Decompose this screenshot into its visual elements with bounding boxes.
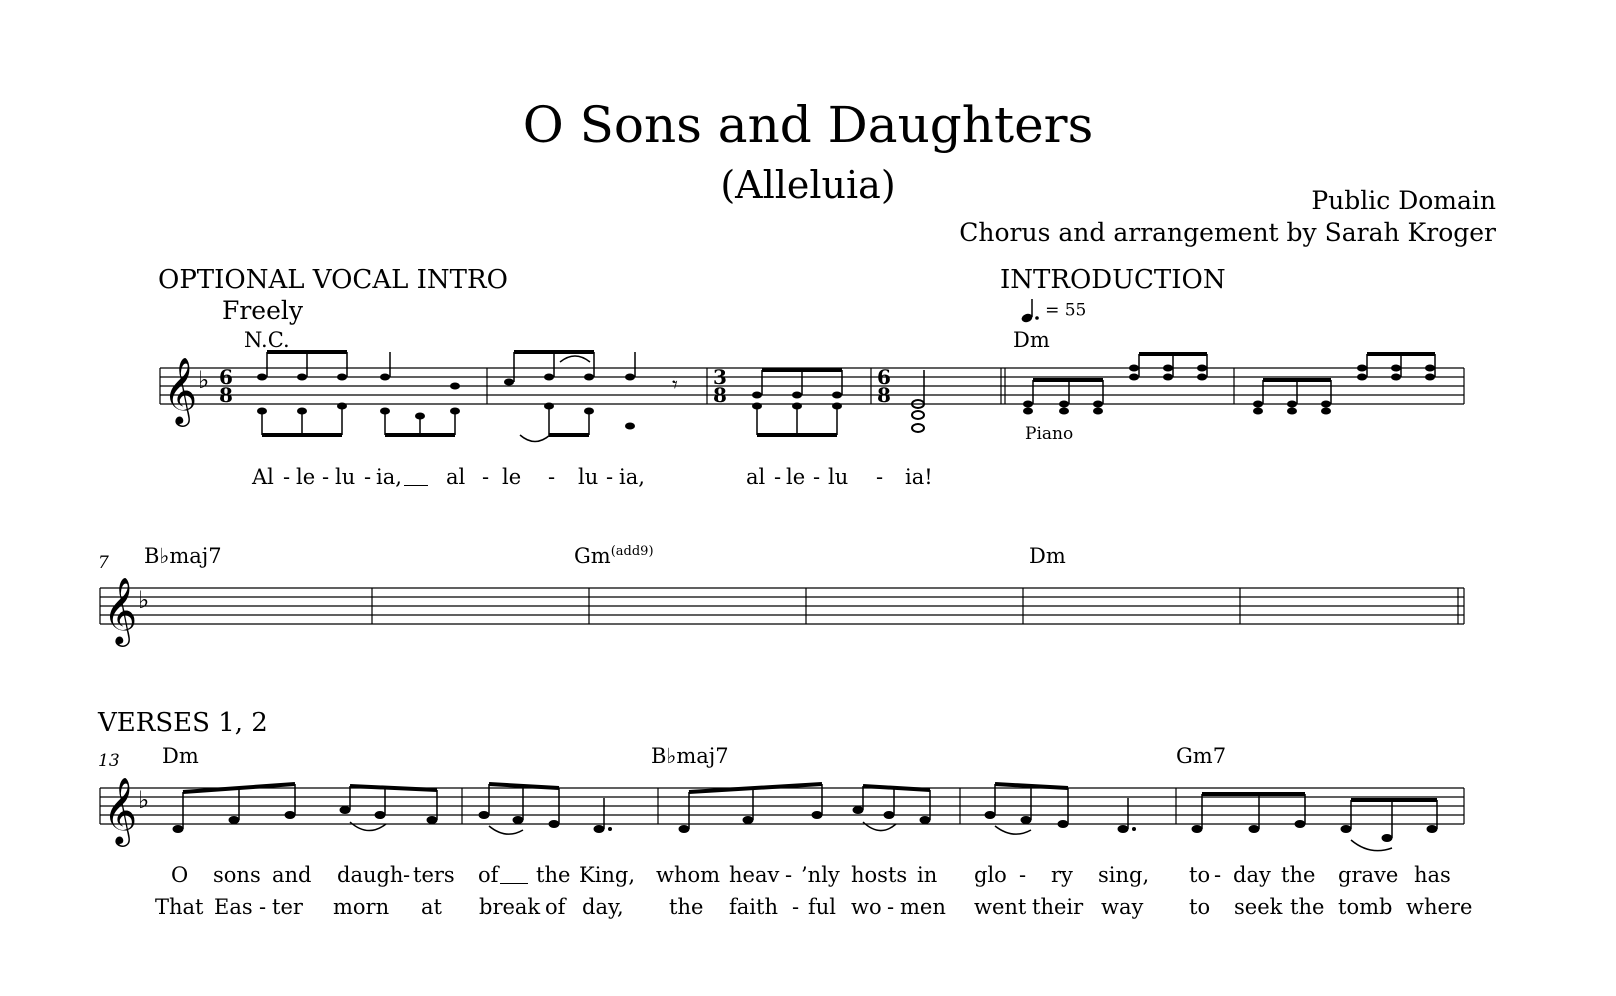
lyric-syllable: the [536,863,571,887]
lyric-syllable: daugh [337,863,404,887]
lyric-syllable: King, [579,863,636,887]
chord-symbol-nc: N.C. [244,328,290,352]
lyric-syllable: day, [582,895,624,919]
time-signature-3-8-top: 3 [713,365,727,389]
lyric-syllable: ia, [376,465,402,489]
lyric-syllable: ful [808,895,837,919]
lyric-syllable: sons [213,863,261,887]
lyric-syllable: whom [656,863,721,887]
chord-symbol-bbmaj7: B♭maj7 [651,744,729,768]
lyric-hyphen: - [482,465,490,489]
lyric-syllable: way [1101,895,1144,919]
lyric-hyphen: - [283,465,291,489]
time-signature-top: 6 [219,365,233,389]
lyric-hyphen: - [403,863,411,887]
lyric-syllable: sing, [1098,863,1150,887]
lyric-syllable: Al [252,465,274,489]
lyric-syllable: ’nly [801,863,840,887]
chord-symbol-dm: Dm [1029,544,1066,568]
lyric-syllable: ia! [905,465,933,489]
lyric-syllable: the [1290,895,1325,919]
piano-intro-chords [1023,365,1435,415]
lyric-syllable: where [1406,895,1473,919]
treble-clef-icon: 𝄞 [103,576,138,644]
lyric-syllable: al [446,465,466,489]
credit-arrangement: Chorus and arrangement by Sarah Kroger [959,218,1496,247]
tempo-marking: Freely [222,296,304,325]
chord-symbol-gm-add9: $Gm^{(add9)}$ [574,544,654,568]
lyric-syllable: and [272,863,312,887]
lyric-syllable: lu [828,465,849,489]
lyric-hyphen: - [606,465,614,489]
lyric-syllable: Eas [214,895,253,919]
instrument-label-piano: Piano [1025,424,1074,444]
lyric-syllable: hosts [851,863,908,887]
lyric-hyphen: - [792,895,800,919]
time-signature-6-8-bottom: 8 [877,383,891,407]
flat-key-signature-icon: ♭ [138,586,150,614]
song-subtitle: (Alleluia) [720,163,896,207]
flat-key-signature-icon: ♭ [198,366,210,394]
lyric-hyphen: - [1019,863,1027,887]
lyric-syllable: men [900,895,946,919]
lyric-syllable: lu [578,465,599,489]
section-introduction: INTRODUCTION [1000,265,1226,295]
lyric-hyphen: - [774,465,782,489]
lyric-syllable: their [1032,895,1084,919]
lyric-syllable: seek [1234,895,1283,919]
lyric-syllable: ia, [619,465,645,489]
lyric-syllable: le [502,465,522,489]
lyric-syllable: grave [1338,863,1399,887]
lyric-syllable: the [669,895,704,919]
lyric-syllable: le [786,465,806,489]
time-signature-3-8-bottom: 8 [713,383,727,407]
lyric-syllable: has [1414,863,1451,887]
lyric-syllable: al [746,465,766,489]
lyric-hyphen: - [1214,863,1222,887]
lyric-hyphen: - [813,465,821,489]
lyric-syllable: ters [413,863,455,887]
lyric-syllable: le [296,465,316,489]
lyric-syllable: That [155,895,204,919]
lyric-hyphen: - [364,465,372,489]
lyric-syllable: ter [272,895,303,919]
lyric-hyphen: - [548,465,556,489]
lyric-syllable: heav [729,863,780,887]
lyric-syllable: wo [851,895,882,919]
lyric-syllable: tomb [1338,895,1393,919]
lyric-syllable: at [421,895,442,919]
chord-symbol-dm: Dm [162,744,199,768]
lyric-syllable: went [974,895,1027,919]
lyric-extender-line [500,883,528,884]
metronome-value: = 55 [1045,300,1087,321]
lyric-hyphen: - [322,465,330,489]
lyric-hyphen: - [259,895,267,919]
lyric-syllable: to [1189,863,1211,887]
lyric-syllable: O [171,863,189,887]
staff-system-3 [0,760,1616,860]
chord-symbol-gm7: Gm7 [1176,744,1227,768]
eighth-rest-icon: 𝄾 [672,373,678,398]
measure-number: 13 [98,751,120,771]
staff-system-2 [0,560,1616,670]
song-title: O Sons and Daughters [522,96,1094,154]
treble-clef-icon: 𝄞 [103,776,138,844]
measure-number: 7 [98,553,109,573]
chord-symbol-dm: Dm [1013,328,1050,352]
lyric-hyphen: - [887,895,895,919]
metronome-mark [1020,298,1086,324]
time-signature-bottom: 8 [219,383,233,407]
lyric-syllable: glo [974,863,1007,887]
flat-key-signature-icon: ♭ [138,786,150,814]
lyric-syllable: faith [729,895,778,919]
time-signature-6-8-top: 6 [877,365,891,389]
chord-symbol-bbmaj7: B♭maj7 [144,544,222,568]
section-optional-vocal-intro: OPTIONAL VOCAL INTRO [158,265,508,295]
lyric-syllable: lu [335,465,356,489]
lyric-syllable: of [545,895,566,919]
lyric-syllable: day [1233,863,1271,887]
lyric-syllable: morn [333,895,390,919]
lyric-syllable: of [478,863,499,887]
section-verses: VERSES 1, 2 [98,708,268,738]
lyric-syllable: the [1281,863,1316,887]
lyric-hyphen: - [785,863,793,887]
lyric-extender-line [404,485,428,486]
dotted-quarter-note-icon [1020,298,1040,324]
lyric-syllable: ry [1051,863,1073,887]
credit-public-domain: Public Domain [1311,186,1496,215]
lyric-syllable: break [479,895,541,919]
treble-clef-icon: 𝄞 [163,356,198,424]
lyric-syllable: in [917,863,938,887]
staff-system-1 [0,340,1616,480]
lyric-syllable: to [1189,895,1211,919]
lyric-hyphen: - [876,465,884,489]
